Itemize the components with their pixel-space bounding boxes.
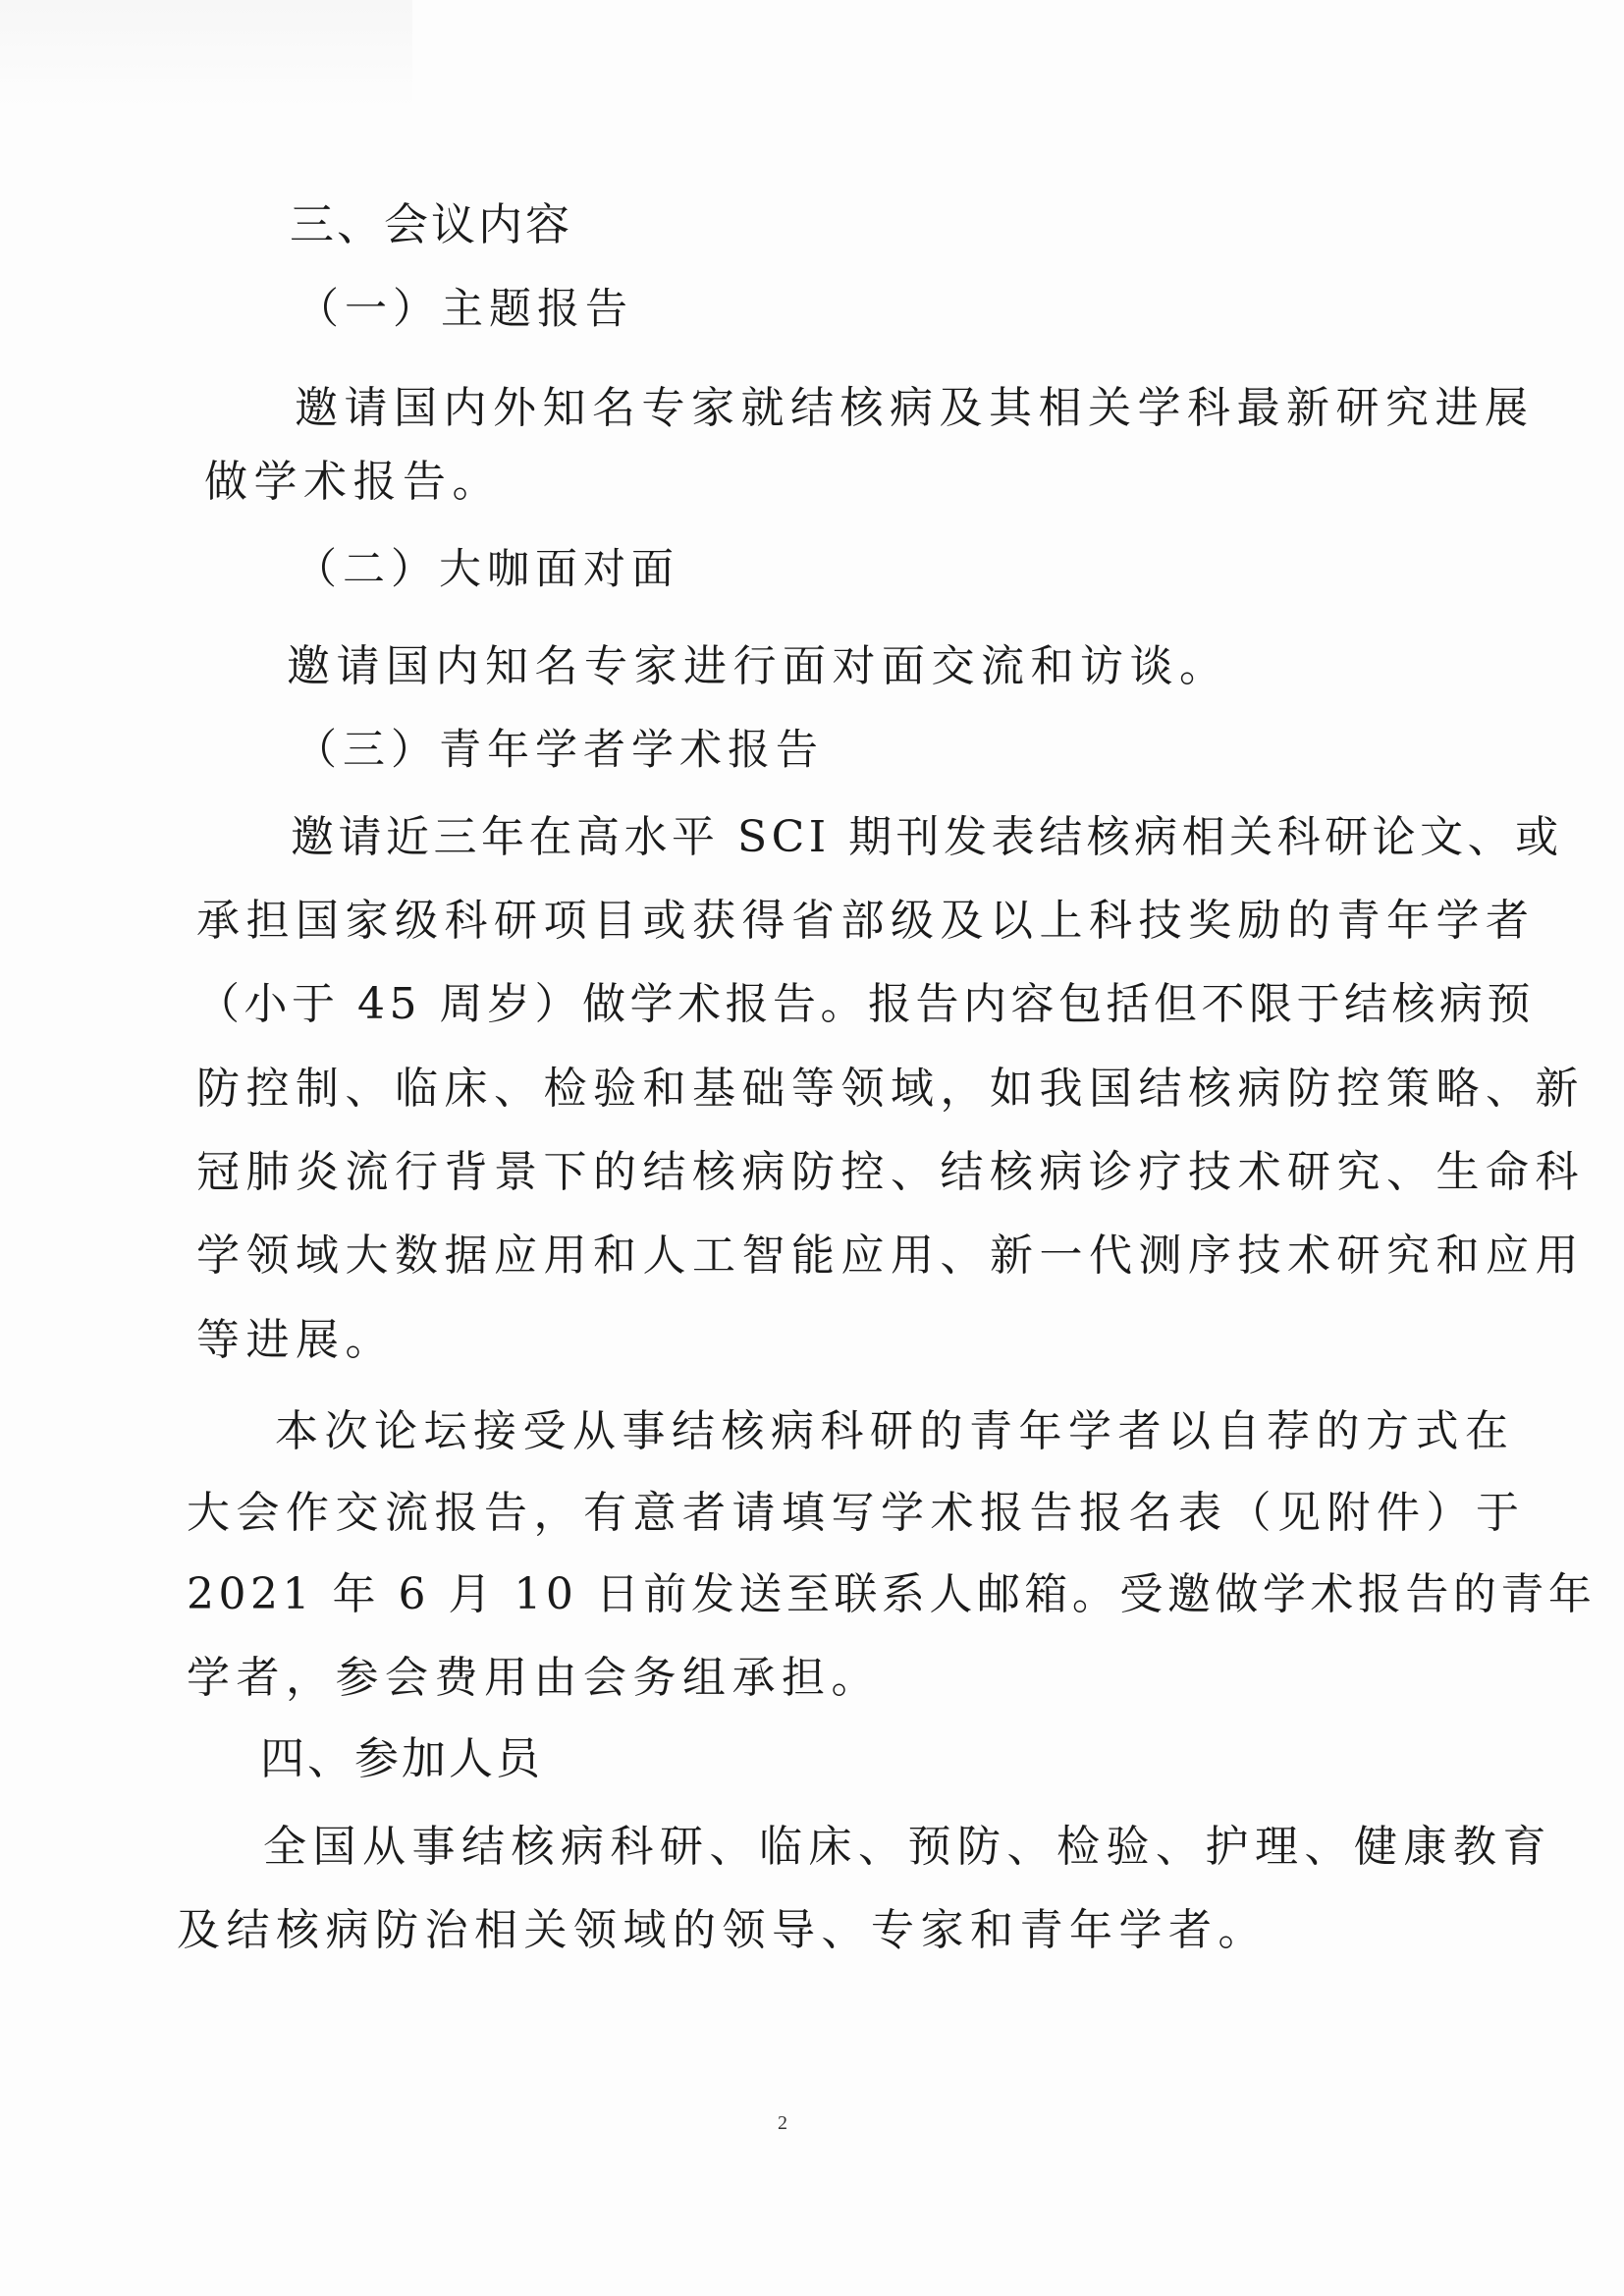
paragraph-line: 做学术报告。	[204, 457, 502, 507]
subheading-face-to-face: （二）大咖面对面	[295, 545, 679, 594]
subheading-keynote: （一）主题报告	[297, 285, 633, 334]
paragraph-line: 邀请国内知名专家进行面对面交流和访谈。	[287, 641, 1229, 691]
paragraph-line: 大会作交流报告，有意者请填写学术报告报名表（见附件）于	[187, 1488, 1526, 1538]
paragraph-line: 承担国家级科研项目或获得省部级及以上科技奖励的青年学者	[196, 896, 1536, 946]
paragraph-line: 冠肺炎流行背景下的结核病防控、结核病诊疗技术研究、生命科	[196, 1147, 1585, 1197]
paragraph-line: 学领域大数据应用和人工智能应用、新一代测序技术研究和应用	[196, 1230, 1585, 1281]
scan-artifact	[0, 0, 412, 108]
paragraph-line: 学者，参会费用由会务组承担。	[187, 1653, 881, 1703]
paragraph-line: 邀请近三年在高水平 SCI 期刊发表结核病相关科研论文、或	[291, 812, 1563, 862]
page-number: 2	[778, 2112, 787, 2134]
paragraph-line: 等进展。	[196, 1315, 395, 1365]
section-heading-participants: 四、参加人员	[260, 1732, 544, 1784]
paragraph-line: （小于 45 周岁）做学术报告。报告内容包括但不限于结核病预	[196, 979, 1535, 1029]
paragraph-line: 2021 年 6 月 10 日前发送至联系人邮箱。受邀做学术报告的青年	[187, 1569, 1597, 1619]
section-heading-meeting-content: 三、会议内容	[290, 198, 573, 250]
paragraph-line: 防控制、临床、检验和基础等领域，如我国结核病防控策略、新	[196, 1064, 1585, 1114]
paragraph-line: 全国从事结核病科研、临床、预防、检验、护理、健康教育	[263, 1822, 1552, 1872]
paragraph-line: 本次论坛接受从事结核病科研的青年学者以自荐的方式在	[275, 1406, 1515, 1456]
subheading-young-scholars: （三）青年学者学术报告	[295, 726, 824, 775]
paragraph-line: 及结核病防治相关领域的领导、专家和青年学者。	[177, 1905, 1268, 1955]
paragraph-line: 邀请国内外知名专家就结核病及其相关学科最新研究进展	[295, 383, 1535, 433]
